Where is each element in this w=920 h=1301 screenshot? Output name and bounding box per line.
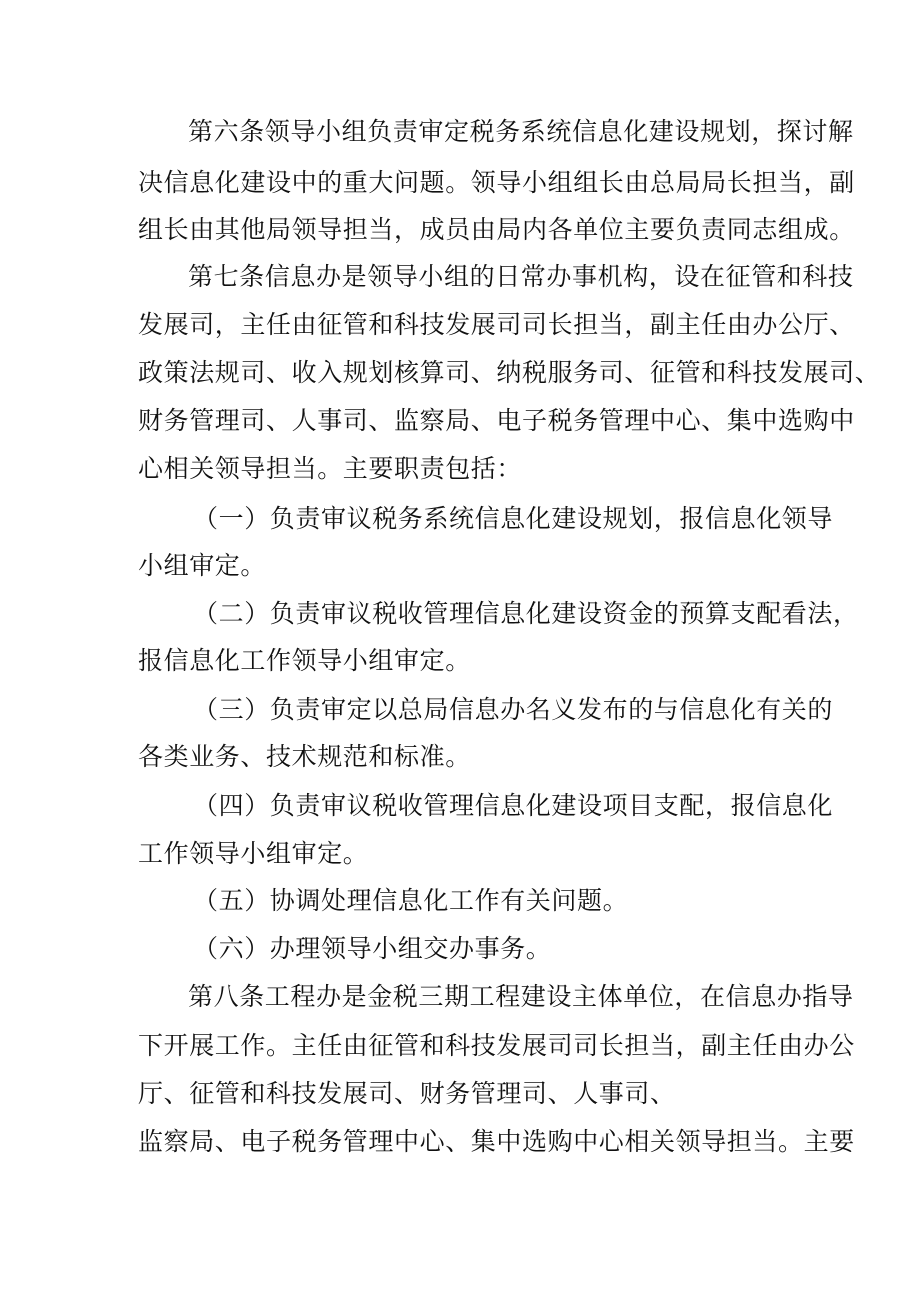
text-line: 各类业务、技术规范和标准。 bbox=[138, 742, 471, 771]
text-line: 厅、征管和科技发展司、财务管理司、人事司、 bbox=[138, 1079, 676, 1108]
text-line: 发展司，主任由征管和科技发展司司长担当，副主任由办公厅、 bbox=[138, 310, 855, 339]
text-line: 报信息化工作领导小组审定。 bbox=[138, 646, 471, 675]
text-line: 政策法规司、收入规划核算司、纳税服务司、征管和科技发展司、 bbox=[138, 358, 881, 387]
text-line: （二）负责审议税收管理信息化建设资金的预算支配看法， bbox=[193, 599, 859, 628]
text-line: （四）负责审议税收管理信息化建设项目支配，报信息化 bbox=[193, 791, 834, 820]
text-line: （六）办理领导小组交办事务。 bbox=[193, 934, 552, 963]
text-line: 财务管理司、人事司、监察局、电子税务管理中心、集中选购中 bbox=[138, 406, 855, 435]
text-line: 下开展工作。主任由征管和科技发展司司长担当，副主任由办公 bbox=[138, 1031, 855, 1060]
text-line: （三）负责审定以总局信息办名义发布的与信息化有关的 bbox=[193, 695, 834, 724]
text-line: 第七条信息办是领导小组的日常办事机构，设在征管和科技 bbox=[188, 262, 854, 291]
text-line: 第六条领导小组负责审定税务系统信息化建设规划，探讨解 bbox=[188, 117, 854, 146]
text-line: （一）负责审议税务系统信息化建设规划，报信息化领导 bbox=[193, 504, 834, 533]
text-line: 小组审定。 bbox=[138, 551, 267, 580]
text-line: 工作领导小组审定。 bbox=[138, 839, 369, 868]
text-line: 决信息化建设中的重大问题。领导小组组长由总局局长担当，副 bbox=[138, 168, 855, 197]
text-line: 第八条工程办是金税三期工程建设主体单位，在信息办指导 bbox=[188, 982, 854, 1011]
text-line: 监察局、电子税务管理中心、集中选购中心相关领导担当。主要 bbox=[138, 1127, 855, 1156]
text-line: 组长由其他局领导担当，成员由局内各单位主要负责同志组成。 bbox=[138, 215, 855, 244]
text-line: 心相关领导担当。主要职责包括： bbox=[138, 454, 523, 483]
text-line: （五）协调处理信息化工作有关问题。 bbox=[193, 886, 629, 915]
